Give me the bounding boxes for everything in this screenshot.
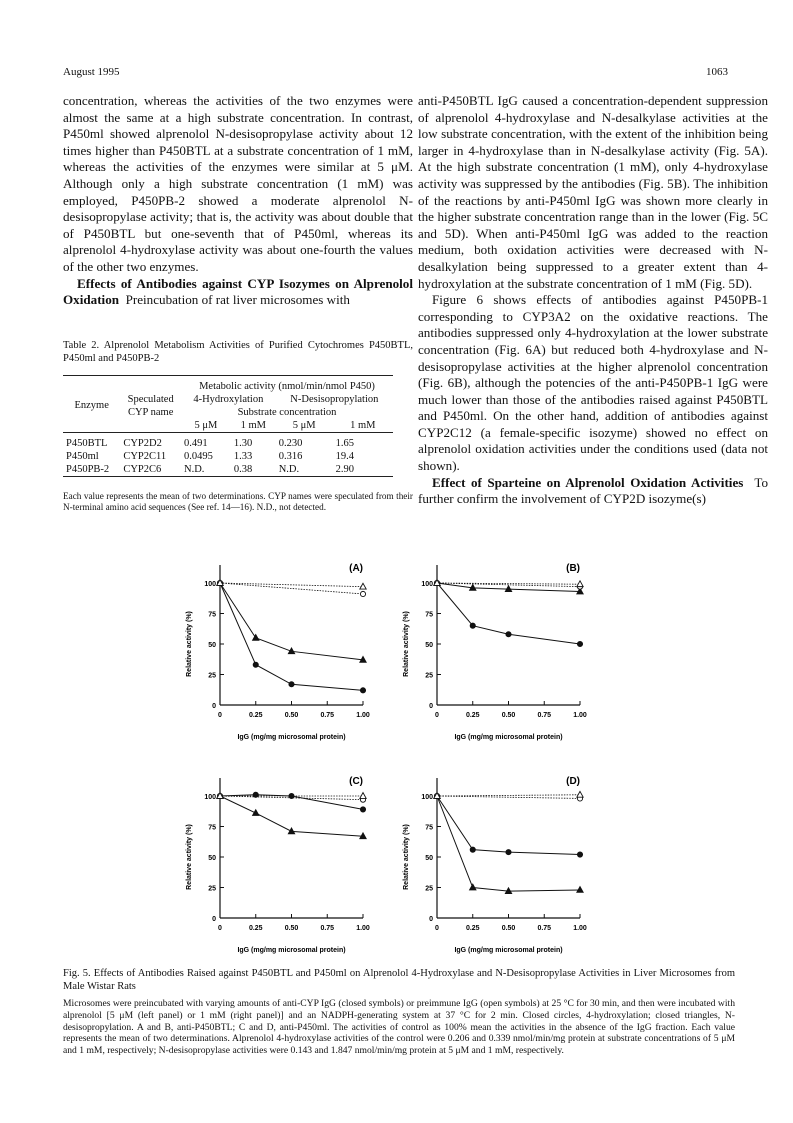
y-tick-label: 75 — [208, 824, 216, 832]
x-tick-label: 1.00 — [356, 925, 370, 932]
x-tick-label: 0.25 — [248, 925, 263, 932]
figure-panel-a — [175, 555, 390, 750]
data-point-circle — [360, 591, 365, 596]
table-cell: 0.38 — [233, 463, 253, 475]
data-point-circle — [577, 852, 582, 857]
x-tick-label: 1.00 — [573, 925, 587, 932]
table-row — [63, 437, 393, 450]
x-tick-label: 0.75 — [320, 712, 335, 719]
figure-panel-c — [175, 768, 390, 963]
x-tick-label: 0.50 — [284, 925, 299, 932]
y-tick-label: 0 — [429, 916, 433, 923]
table-cell: P450PB-2 — [66, 463, 110, 475]
x-tick-label: 0.25 — [465, 925, 480, 932]
table-cell: 0.491 — [184, 437, 208, 449]
panel-label: (C) — [349, 776, 363, 787]
x-tick-label: 0.75 — [537, 712, 552, 719]
data-point-triangle — [360, 793, 366, 799]
y-tick-label: 75 — [425, 611, 433, 619]
table-row — [63, 463, 393, 477]
x-tick-label: 0 — [218, 712, 222, 719]
table-header: 1 mM — [350, 419, 376, 431]
x-tick-label: 0 — [435, 925, 439, 932]
table-cell: N.D. — [278, 463, 300, 475]
x-axis-label: IgG (mg/mg microsomal protein) — [237, 734, 346, 741]
y-axis-label: Relative activity (%) — [186, 824, 193, 890]
x-axis-label: IgG (mg/mg microsomal protein) — [454, 947, 563, 954]
left-column — [63, 93, 413, 514]
x-tick-label: 0.50 — [501, 925, 516, 932]
y-tick-label: 75 — [425, 824, 433, 832]
y-tick-label: 50 — [208, 642, 216, 649]
table-row — [63, 450, 393, 463]
data-point-triangle — [253, 810, 259, 816]
table-cell: 0.316 — [278, 450, 303, 462]
data-point-circle — [253, 662, 258, 667]
x-tick-label: 0 — [435, 712, 439, 719]
y-axis-label: Relative activity (%) — [403, 611, 410, 677]
table-cell: 0.230 — [278, 437, 303, 449]
y-tick-label: 100 — [421, 794, 433, 801]
series-line — [437, 796, 580, 855]
paragraph: Preincubation of rat liver microsomes with — [125, 292, 350, 308]
data-point-circle — [360, 688, 365, 693]
y-tick-label: 25 — [208, 672, 216, 680]
x-tick-label: 0 — [218, 925, 222, 932]
y-tick-label: 50 — [425, 642, 433, 649]
table-header: 4-Hydroxylation — [193, 393, 264, 405]
table-header: 1 mM — [240, 419, 266, 431]
figure-panel-b — [392, 555, 607, 750]
y-tick-label: 0 — [212, 916, 216, 923]
table-footnote: Each value represents the mean of two determinations. CYP names were speculated from their N-terminal amino acid sequences (See ref. 14—16). N.D., not detected. — [63, 490, 413, 513]
y-tick-label: 100 — [204, 581, 216, 588]
series-line — [437, 796, 580, 798]
y-axis-label: Relative activity (%) — [186, 611, 193, 677]
data-point-triangle — [360, 583, 366, 589]
data-point-triangle — [470, 884, 476, 890]
table-header: N-Desisopropylation — [290, 393, 379, 405]
data-point-circle — [470, 623, 475, 628]
x-axis-label: IgG (mg/mg microsomal protein) — [237, 947, 346, 954]
panel-label: (B) — [566, 563, 580, 574]
x-tick-label: 0.25 — [248, 712, 263, 719]
table-cell: 2.90 — [335, 463, 354, 475]
table-cell: 1.33 — [233, 450, 253, 462]
y-tick-label: 25 — [208, 885, 216, 893]
data-point-triangle — [288, 828, 294, 834]
data-point-triangle — [577, 887, 583, 893]
right-column — [418, 93, 768, 508]
panel-label: (D) — [566, 776, 580, 787]
x-axis-label: IgG (mg/mg microsomal protein) — [454, 734, 563, 741]
y-tick-label: 100 — [204, 794, 216, 801]
table-header: Speculated — [127, 393, 174, 405]
table-header: Metabolic activity (nmol/min/nmol P450) — [199, 380, 375, 392]
data-point-triangle — [577, 791, 583, 797]
table-header: 5 μM — [292, 419, 316, 431]
figure-caption-body: Microsomes were preincubated with varying amounts of anti-CYP IgG (closed symbols) or preimmune IgG (open symbols) at 25 °C for 30 min, and then were incubated with alprenolol [5 μM (left panel) or 1 mM (right panel)] and an NADPH-generating system at 37 °C for 2 min. Closed circles, 4-hydroxylation; closed triangles, N-desisopropylation. A and B, anti-P450BTL; C and D, anti-P450ml. The activities of control as 100% mean the activities in the absence of the IgG fraction. Each value represents the mean of two determinations. Alprenolol 4-hydroxylase activities of the control were 0.206 and 0.339 nmol/min/mg protein at substrate concentrations of 5 μM and 1 mM, respectively; N-desisopropylase activities were 0.143 and 1.847 nmol/min/mg protein at 5 μM and 1 mM, respectively. — [63, 998, 735, 1057]
x-tick-label: 0.75 — [537, 925, 552, 932]
y-tick-label: 50 — [208, 855, 216, 862]
y-tick-label: 0 — [429, 703, 433, 710]
paragraph: To further confirm the involvement of CYP2D isozyme(s) — [418, 474, 768, 507]
y-tick-label: 75 — [208, 611, 216, 619]
y-tick-label: 100 — [421, 581, 433, 588]
figure-caption-title: Fig. 5. Effects of Antibodies Raised against P450BTL and P450ml on Alprenolol 4-Hydroxylase and N-Desisopropylase Activities in Liver Microsomes from Male Wistar Rats — [63, 968, 735, 992]
series-line — [220, 583, 363, 587]
table-cell: 0.0495 — [184, 450, 213, 462]
data-point-circle — [577, 641, 582, 646]
table-2 — [63, 375, 393, 481]
paragraph: Figure 6 shows effects of antibodies against P450PB-1 corresponding to CYP3A2 on the oxidative reactions. The antibodies suppressed only 4-hydroxylation at the lower substrate concentration (Fig. 6A) but reduced both 4-hydroxylase and N-desisopropylase activities at the higher alprenolol concentration (Fig. 6B), although the potencies of the anti-P450PB-1 IgG were much lower than those of the antibodies raised against P450BTL and P450ml. On the other hand, addition of antibodies against CYP2C12 (a female-specific isozyme) showed no effect on alprenolol oxidation activities under the conditions used (data not shown). — [418, 292, 768, 474]
series-line — [437, 795, 580, 796]
table-cell: N.D. — [184, 463, 205, 475]
y-tick-label: 50 — [425, 855, 433, 862]
table-header: CYP name — [127, 406, 174, 418]
data-point-circle — [289, 682, 294, 687]
x-tick-label: 1.00 — [356, 712, 370, 719]
panel-label: (A) — [349, 563, 363, 574]
table-caption: Table 2. Alprenolol Metabolism Activities of Purified Cytochromes P450BTL, P450ml and P450PB-2 — [63, 339, 413, 364]
table-cell: 19.4 — [335, 450, 354, 462]
table-cell: CYP2C11 — [123, 450, 167, 462]
x-tick-label: 0.50 — [284, 712, 299, 719]
section-heading: Effects of Antibodies against CYP Isozymes on Alprenolol Oxidation — [63, 275, 413, 308]
data-point-circle — [506, 850, 511, 855]
page-number: 1063 — [706, 66, 728, 78]
data-point-circle — [470, 847, 475, 852]
series-line — [437, 583, 580, 584]
figure-panel-d — [392, 768, 607, 963]
y-tick-label: 0 — [212, 703, 216, 710]
section-heading: Effect of Sparteine on Alprenolol Oxidation Activities — [432, 474, 744, 490]
x-tick-label: 0.50 — [501, 712, 516, 719]
running-header-date: August 1995 — [63, 66, 120, 78]
paragraph: anti-P450BTL IgG caused a concentration-dependent suppression of alprenolol 4-hydroxylase and N-desalkylase activities at the low substrate concentration, with the extent of the inhibition being larger in 4-hydroxylase than in N-desalkylase activity (Fig. 5A). At the high substrate concentration (1 mM), only 4-hydroxylase activity was suppressed by the antibodies (Fig. 5B). The inhibition of the reactions by anti-P450ml IgG was shown more clearly in the higher substrate concentration range than in the lower (Fig. 5C and 5D). When anti-P450ml IgG was added to the reaction medium, both oxidation activities were decreased with N-desalkylation being suppressed to a greater extent than 4-hydroxylation at the substrate concentration of 1 mM (Fig. 5D). — [418, 93, 768, 291]
y-tick-label: 25 — [425, 885, 433, 893]
table-cell: P450ml — [66, 450, 99, 462]
table-cell: P450BTL — [66, 437, 108, 449]
data-point-circle — [506, 632, 511, 637]
y-axis-label: Relative activity (%) — [403, 824, 410, 890]
figure-caption — [63, 967, 735, 1057]
table-cell: 1.30 — [233, 437, 253, 449]
table-header: Enzyme — [74, 400, 109, 412]
data-point-circle — [360, 807, 365, 812]
series-line — [437, 796, 580, 891]
paragraph: concentration, whereas the activities of the two enzymes were almost the same at a high substrate concentration. In contrast, P450ml showed alprenolol N-desisopropylase activity about 12 times higher than P450BTL at a substrate concentration of 1 mM, whereas the activities of the enzymes were similar at 5 μM. Although only a high substrate concentration (1 mM) was employed, P450PB-2 showed a moderate alprenolol N-desisopropylase activity; that is, the activity was about double that of P450BTL but one-seventh that of P450ml, whereas its alprenolol 4-hydroxylase activity was about one-fourth the values of the other two enzymes. — [63, 93, 413, 274]
table-cell: CYP2D2 — [123, 437, 162, 449]
y-tick-label: 25 — [425, 672, 433, 680]
x-tick-label: 1.00 — [573, 712, 587, 719]
x-tick-label: 0.25 — [465, 712, 480, 719]
table-cell: 1.65 — [335, 437, 354, 449]
series-line — [220, 583, 363, 690]
table-header: 5 μM — [194, 419, 218, 431]
table-cell: CYP2C6 — [123, 463, 162, 475]
data-point-triangle — [577, 581, 583, 587]
table-header: Substrate concentration — [237, 406, 337, 418]
x-tick-label: 0.75 — [320, 925, 335, 932]
